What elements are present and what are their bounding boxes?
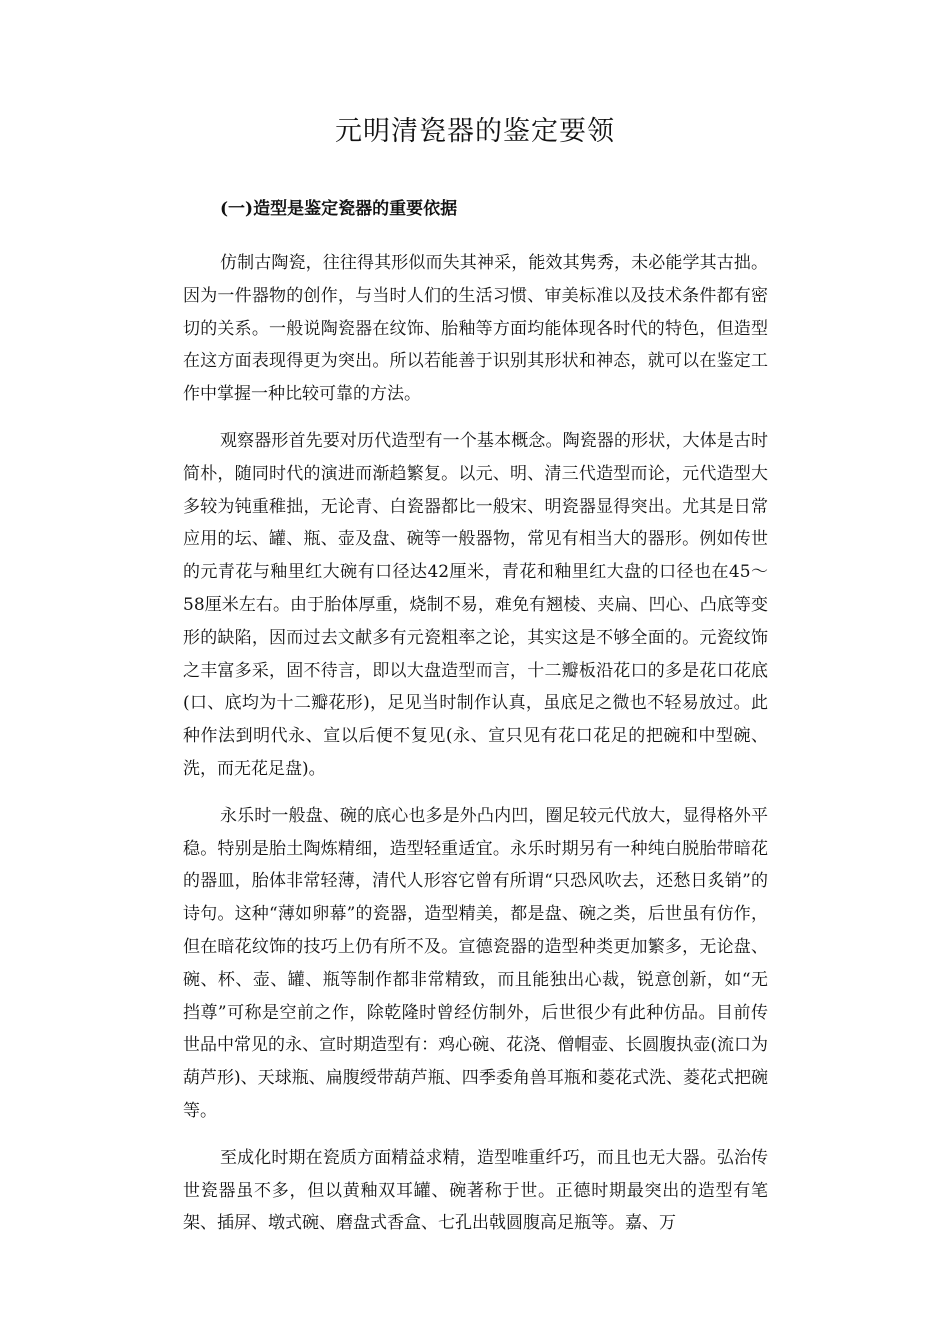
paragraph-4: 至成化时期在瓷质方面精益求精，造型唯重纤巧，而且也无大器。弘治传世瓷器虽不多，但以黄釉双耳罐、碗著称于世。正德时期最突出的造型有笔架、插屏、墩式碗、磨盘式香盒、七孔出戟圆腹高足瓶等。嘉、万 [183, 1147, 768, 1234]
page-title: 元明清瓷器的鉴定要领 [335, 116, 615, 147]
document-body [183, 193, 768, 1240]
paragraph-2: 观察器形首先要对历代造型有一个基本概念。陶瓷器的形状，大体是古时简朴，随同时代的演进而渐趋繁复。以元、明、清三代造型而论，元代造型大多较为钝重稚拙，无论青、白瓷器都比一般宋、明瓷器显得突出。尤其是日常应用的坛、罐、瓶、壶及盘、碗等一般器物，常见有相当大的器形。例如传世的元青花与釉里红大碗有口径达42厘米，青花和釉里红大盘的口径也在45～58厘米左右。由于胎体厚重，烧制不易，难免有翘棱、夹扁、凹心、凸底等变形的缺陷，因而过去文献多有元瓷粗率之论，其实这是不够全面的。元瓷纹饰之丰富多采，固不待言，即以大盘造型而言，十二瓣板沿花口的多是花口花底(口、底均为十二瓣花形)，足见当时制作认真，虽底足之微也不轻易放过。此种作法到明代永、宣以后便不复见(永、宣只见有花口花足的把碗和中型碗、洗，而无花足盘)。 [183, 430, 768, 779]
paragraph-1: 仿制古陶瓷，往往得其形似而失其神采，能效其隽秀，未必能学其古拙。因为一件器物的创作，与当时人们的生活习惯、审美标准以及技术条件都有密切的关系。一般说陶瓷器在纹饰、胎釉等方面均能体现各时代的特色，但造型在这方面表现得更为突出。所以若能善于识别其形状和神态，就可以在鉴定工作中掌握一种比较可靠的方法。 [183, 253, 768, 405]
paragraph-3: 永乐时一般盘、碗的底心也多是外凸内凹，圈足较元代放大，显得格外平稳。特别是胎土陶炼精细，造型轻重适宜。永乐时期另有一种纯白脱胎带暗花的器皿，胎体非常轻薄，清代人形容它曾有所谓“只恐风吹去，还愁日炙销”的诗句。这种“薄如卵幕”的瓷器，造型精美，都是盘、碗之类，后世虽有仿作，但在暗花纹饰的技巧上仍有所不及。宣德瓷器的造型种类更加繁多，无论盘、碗、杯、壶、罐、瓶等制作都非常精致，而且能独出心裁，锐意创新，如“无挡尊”可称是空前之作，除乾隆时曾经仿制外，后世很少有此种仿品。目前传世品中常见的永、宣时期造型有：鸡心碗、花浇、僧帽壶、长圆腹执壶(流口为葫芦形)、天球瓶、扁腹绶带葫芦瓶、四季委角兽耳瓶和菱花式洗、菱花式把碗等。 [183, 805, 768, 1121]
section-heading: (一)造型是鉴定瓷器的重要依据 [220, 199, 458, 219]
